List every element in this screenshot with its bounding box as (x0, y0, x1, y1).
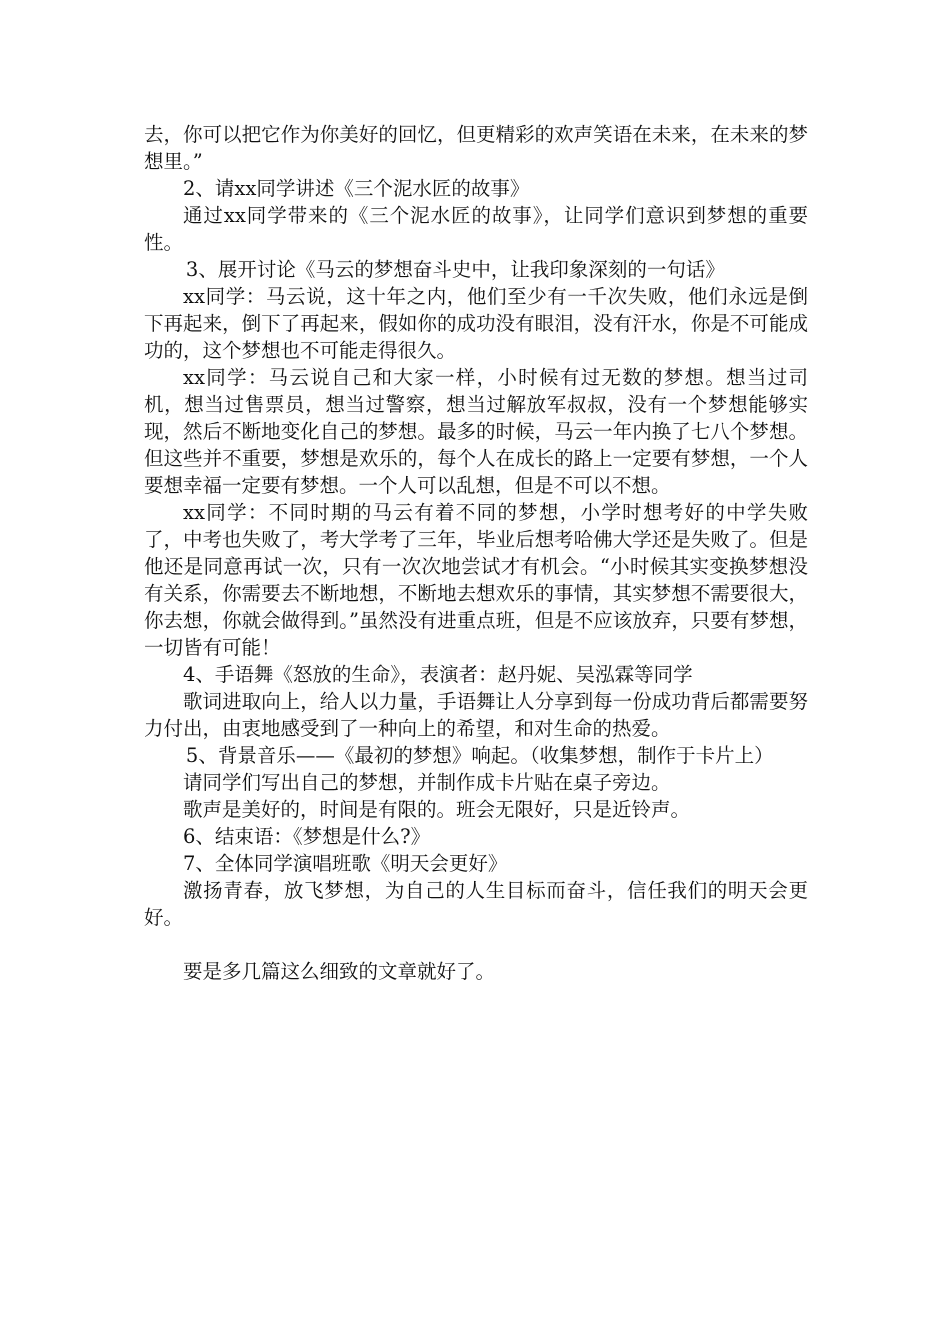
paragraph-item-5-instruction: 请同学们写出自己的梦想，并制作成卡片贴在桌子旁边。 (183, 771, 671, 794)
paragraph-closing: 激扬青春，放飞梦想，为自己的人生目标而奋斗，信任我们的明天会更好。 (144, 879, 808, 929)
paragraph-student-quote-2: xx同学：马云说自己和大家一样，小时候有过无数的梦想。想当过司机，想当过售票员，想当过警察，想当过解放军叔叔，没有一个梦想能够实现，然后不断地变化自己的梦想。最多的时候，马云一年内换了七八个梦想。但这些并不重要，梦想是欢乐的，每个人在成长的路上一定要有梦想，一个人要想幸福一定要有梦想。一个人可以乱想，但是不可以不想。 (144, 366, 808, 497)
paragraph-item-6-heading: 6、结束语：《梦想是什么?》 (183, 825, 431, 848)
paragraph-comment: 要是多几篇这么细致的文章就好了。 (183, 960, 496, 983)
paragraph-spacer (144, 931, 808, 958)
paragraph-student-quote-3: xx同学：不同时期的马云有着不同的梦想，小学时想考好的中学失败了，中考也失败了，考大学考了三年，毕业后想考哈佛大学还是失败了。但是他还是同意再试一次，只有一次次地尝试才有机会。“小时候其实变换梦想没有关系，你需要去不断地想，不断地去想欢乐的事情，其实梦想不需要很大，你去想，你就会做得到。”虽然没有进重点班，但是不应该放弃，只要有梦想，一切皆有可能！ (144, 501, 808, 659)
paragraph-student-quote-1: xx同学：马云说，这十年之内，他们至少有一千次失败，他们永远是倒下再起来，倒下了再起来，假如你的成功没有眼泪，没有汗水，你是不可能成功的，这个梦想也不可能走得很久。 (144, 285, 808, 362)
paragraph-continuation: 去，你可以把它作为你美好的回忆，但更精彩的欢声笑语在未来，在未来的梦想里。” (144, 123, 808, 173)
paragraph-item-4-heading: 4、手语舞《怒放的生命》，表演者：赵丹妮、吴泓霖等同学 (183, 663, 693, 686)
paragraph-item-5-note: 歌声是美好的，时间是有限的。班会无限好，只是近铃声。 (183, 798, 691, 821)
document-page (144, 121, 808, 985)
paragraph-item-5-heading: 5、背景音乐——《最初的梦想》响起。（收集梦想，制作于卡片上） (185, 744, 774, 767)
paragraph-item-2-heading: 2、请xx同学讲述《三个泥水匠的故事》 (183, 177, 530, 200)
paragraph-item-7-heading: 7、全体同学演唱班歌《明天会更好》 (183, 852, 508, 875)
paragraph-item-3-heading: 3、展开讨论《马云的梦想奋斗史中，让我印象深刻的一句话》 (185, 258, 725, 281)
paragraph-item-4-body: 歌词进取向上，给人以力量，手语舞让人分享到每一份成功背后都需要努力付出，由衷地感受到了一种向上的希望，和对生命的热爱。 (144, 690, 808, 740)
paragraph-item-2-body: 通过xx同学带来的《三个泥水匠的故事》，让同学们意识到梦想的重要性。 (144, 204, 808, 254)
